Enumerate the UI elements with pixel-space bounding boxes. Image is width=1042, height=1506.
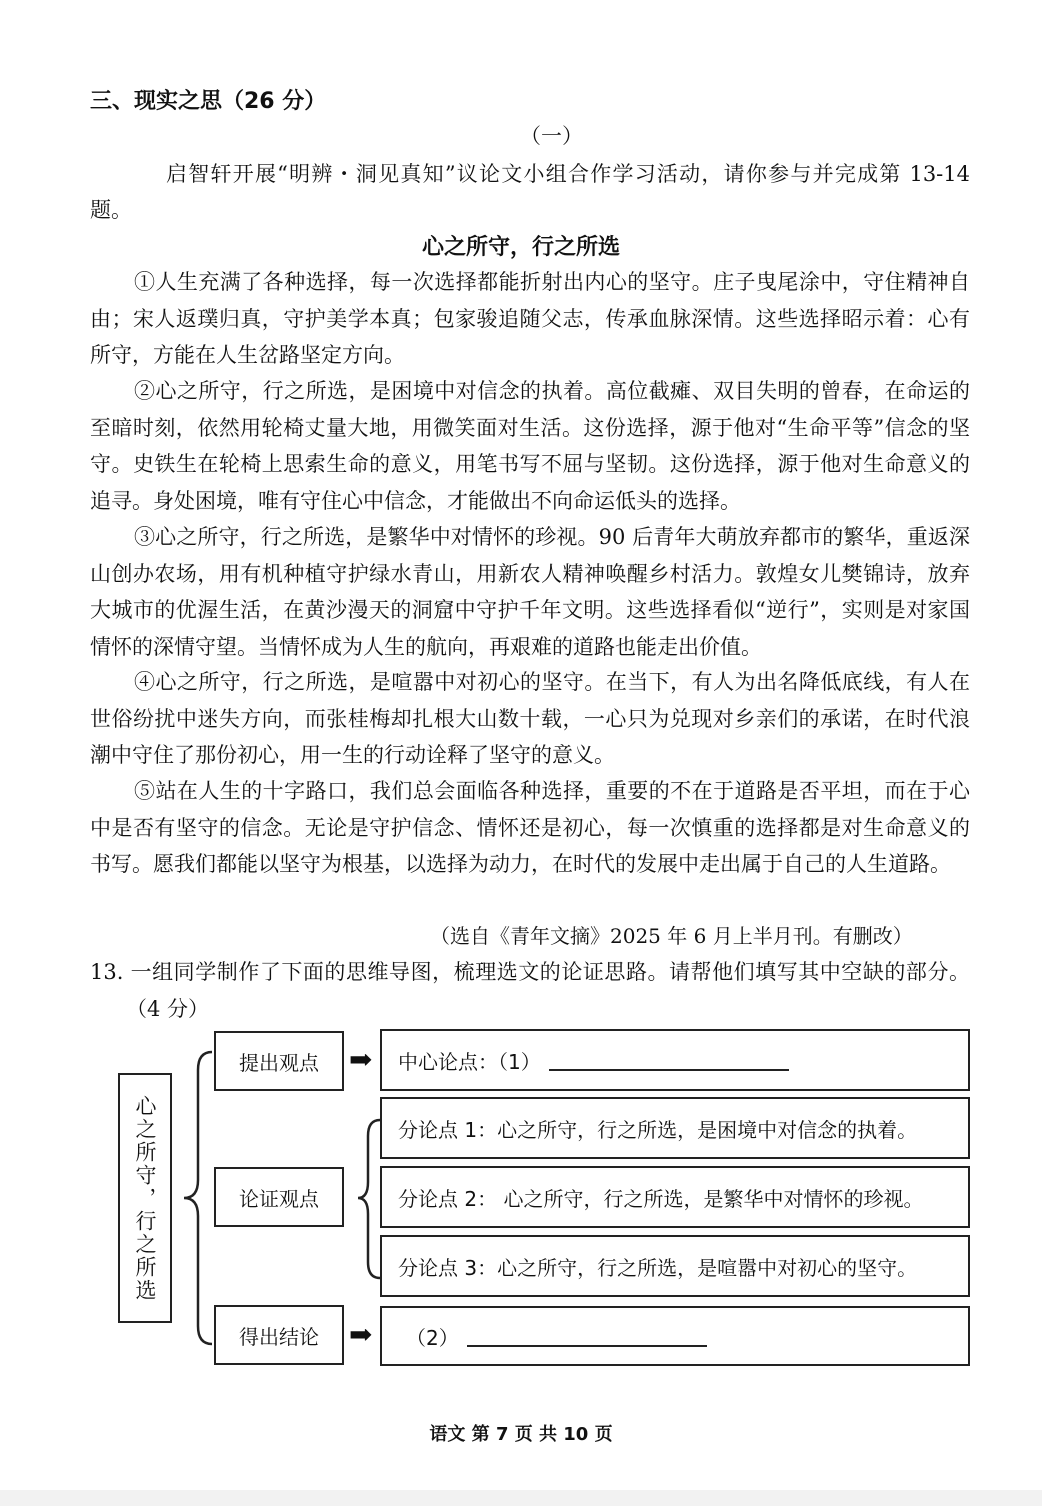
step-conclude: 得出结论 xyxy=(214,1305,344,1365)
step-argue: 论证观点 xyxy=(214,1167,344,1227)
source-citation: （选自《青年文摘》2025 年 6 月上半月刊。有删改） xyxy=(430,924,913,948)
sub-claim-1: 分论点 1：心之所守，行之所选，是困境中对信念的执着。 xyxy=(380,1097,970,1159)
section-title: 三、现实之思（26 分） xyxy=(90,89,327,114)
conclusion-label: （2） xyxy=(406,1325,459,1350)
essay-title: 心之所守，行之所选 xyxy=(421,235,620,260)
main-brace xyxy=(184,1052,212,1344)
paragraph-2: ②心之所守，行之所选，是困境中对信念的执着。高位截瘫、双目失明的曾春，在命运的至暗时刻，依然用轮椅丈量大地，用微笑面对生活。这份选择，源于他对“生命平等”信念的坚守。史铁生在轮椅上思索生命的意义，用笔书写不屈与坚韧。这份选择，源于他对生命意义的追寻。身处困境，唯有守住心中信念，才能做出不向命运低头的选择。 xyxy=(90,379,970,513)
sub-brace xyxy=(358,1120,380,1278)
page-footer: 语文 第 7 页 共 10 页 xyxy=(429,1424,613,1445)
answer-blank-1[interactable] xyxy=(549,1049,789,1071)
mindmap-root: 心之所守，行之所选 xyxy=(118,1073,172,1323)
scan-bottom-edge xyxy=(0,1490,1042,1506)
conclusion-box xyxy=(380,1306,970,1366)
center-claim-box xyxy=(380,1029,970,1091)
sub-claim-3: 分论点 3：心之所守，行之所选，是喧嚣中对初心的坚守。 xyxy=(380,1235,970,1297)
paragraph-3: ③心之所守，行之所选，是繁华中对情怀的珍视。90 后青年大萌放弃都市的繁华，重返深山创办农场，用有机种植守护绿水青山，用新农人精神唤醒乡村活力。敦煌女儿樊锦诗，放弃大城市的优渥生活，在黄沙漫天的洞窟中守护千年文明。这些选择看似“逆行”，实则是对家国情怀的深情守望。当情怀成为人生的航向，再艰难的道路也能走出价值。 xyxy=(90,525,970,659)
sub-claim-2: 分论点 2： 心之所守，行之所选，是繁华中对情怀的珍视。 xyxy=(380,1166,970,1228)
center-claim-label: 中心论点：（1） xyxy=(398,1049,541,1074)
arrow-right-icon: ➡ xyxy=(349,1318,373,1351)
step-propose: 提出观点 xyxy=(214,1031,344,1091)
paragraph-1: ①人生充满了各种选择，每一次选择都能折射出内心的坚守。庄子曳尾涂中，守住精神自由；宋人返璞归真，守护美学本真；包家骏追随父志，传承血脉深情。这些选择昭示着：心有所守，方能在人生岔路坚定方向。 xyxy=(90,270,970,367)
question-13: 13. 一组同学制作了下面的思维导图，梳理选文的论证思路。请帮他们填写其中空缺的部分。（4 分） xyxy=(90,960,970,1021)
paragraph-5: ⑤站在人生的十字路口，我们总会面临各种选择，重要的不在于道路是否平坦，而在于心中是否有坚守的信念。无论是守护信念、情怀还是初心，每一次慎重的选择都是对生命意义的书写。愿我们都能以坚守为根基，以选择为动力，在时代的发展中走出属于自己的人生道路。 xyxy=(90,779,970,876)
paragraph-4: ④心之所守，行之所选，是喧嚣中对初心的坚守。在当下，有人为出名降低底线，有人在世俗纷扰中迷失方向，而张桂梅却扎根大山数十载，一心只为兑现对乡亲们的承诺，在时代浪潮中守住了那份初心，用一生的行动诠释了坚守的意义。 xyxy=(90,670,970,767)
part-label: （一） xyxy=(520,124,583,148)
intro-text: 启智轩开展“明辨・洞见真知”议论文小组合作学习活动，请你参与并完成第 13-14 题。 xyxy=(90,162,970,222)
answer-blank-2[interactable] xyxy=(467,1325,707,1347)
arrow-right-icon: ➡ xyxy=(349,1043,373,1076)
